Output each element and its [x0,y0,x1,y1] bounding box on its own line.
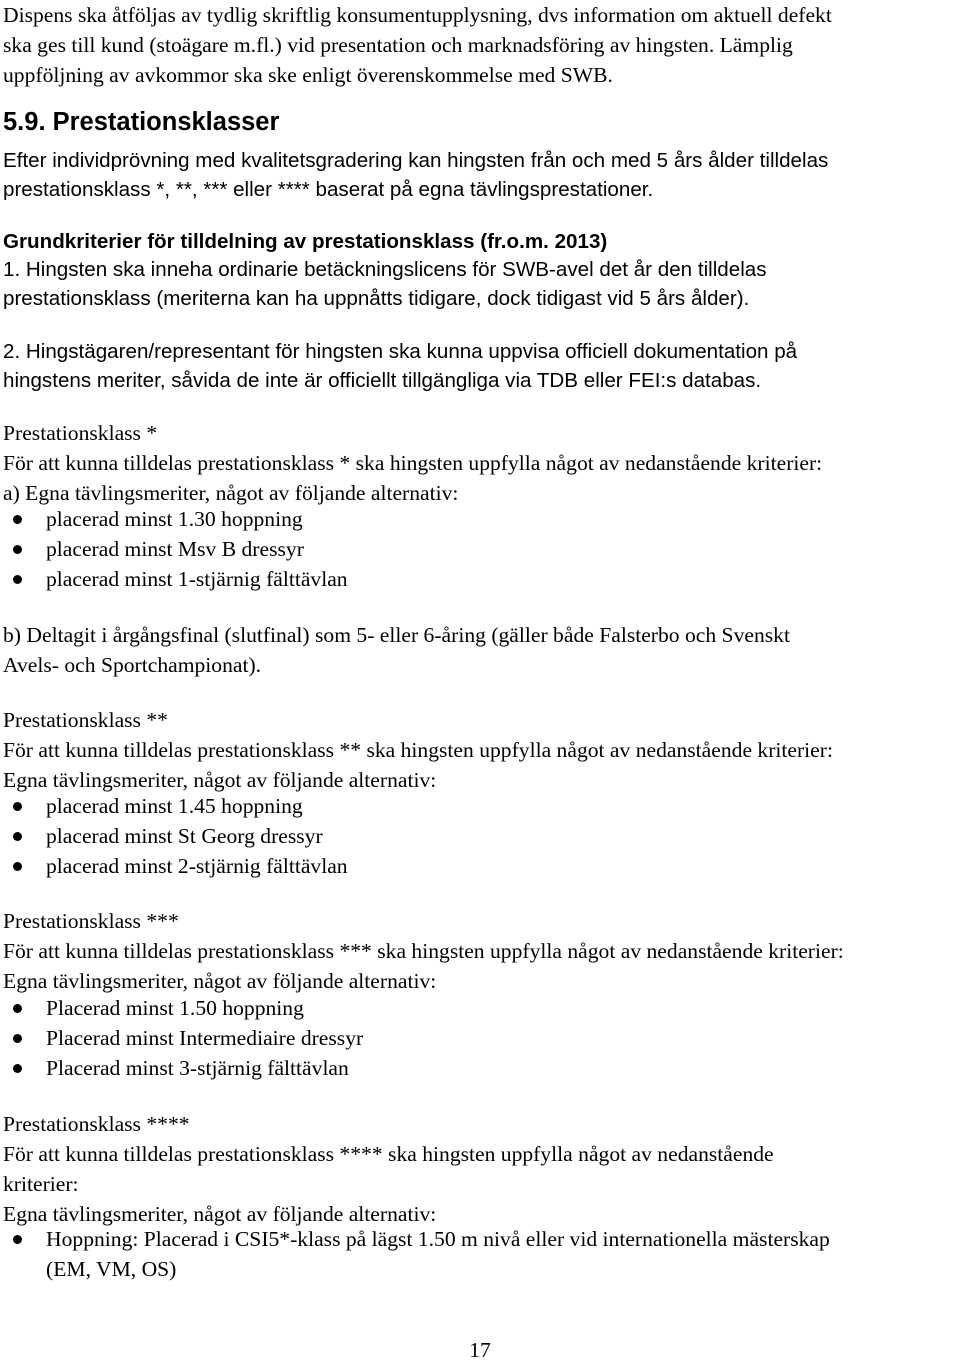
intro-line: uppföljning av avkommor ska ske enligt överenskommelse med SWB. [3,63,613,87]
intro-line: Dispens ska åtföljas av tydlig skriftlig konsumentupplysning, dvs information om aktuell defekt [3,3,832,27]
class2-heading: Prestationsklass ** [3,708,168,732]
section-intro-line: prestationsklass *, **, *** eller **** baserat på egna tävlingsprestationer. [3,178,654,201]
class1-block [3,418,955,508]
list-item-line: (EM, VM, OS) [46,1257,177,1281]
class3-block [3,906,955,996]
intro-paragraph [3,0,955,90]
list-item: placerad minst Msv B dressyr [3,534,348,564]
class4-sub: Egna tävlingsmeriter, något av följande alternativ: [3,1202,437,1226]
criteria-line: 2. Hingstägaren/representant för hingsten ska kunna uppvisa officiell dokumentation på [3,340,798,363]
list-item: placerad minst 1.30 hoppning [3,504,348,534]
class1-bullet-list [3,504,348,594]
class1-lead: För att kunna tilldelas prestationsklass * ska hingsten uppfylla något av nedanstående kriterier: [3,451,823,475]
class3-lead: För att kunna tilldelas prestationsklass *** ska hingsten uppfylla något av nedanstående kriterier: [3,939,844,963]
class4-lead-line: kriterier: [3,1172,79,1196]
class1-sub-b-line: Avels- och Sportchampionat). [3,653,262,677]
criteria-line: hingstens meriter, såvida de inte är officiellt tillgängliga via TDB eller FEI:s databas. [3,369,762,392]
class3-sub: Egna tävlingsmeriter, något av följande alternativ: [3,969,437,993]
class3-bullet-list [3,993,363,1083]
section-intro [3,146,955,204]
class1-sub-b-line: b) Deltagit i årgångsfinal (slutfinal) som 5- eller 6-åring (gäller både Falsterbo och Svenskt [3,623,790,647]
class1-heading: Prestationsklass * [3,421,158,445]
class3-heading: Prestationsklass *** [3,909,179,933]
criteria-item-1 [3,255,955,313]
criteria-item-2 [3,337,955,395]
class2-bullet-list [3,791,348,881]
section-heading: 5.9. Prestationsklasser [3,108,280,136]
list-item: placerad minst 1.45 hoppning [3,791,348,821]
page-number: 17 [469,1338,491,1362]
class2-lead: För att kunna tilldelas prestationsklass ** ska hingsten uppfylla något av nedanstående kriterier: [3,738,833,762]
list-item-line: Hoppning: Placerad i CSI5*-klass på lägst 1.50 m nivå eller vid internationella mästerskap [46,1227,830,1251]
class2-block [3,705,955,795]
list-item: Placerad minst 1.50 hoppning [3,993,363,1023]
list-item: Placerad minst Intermediaire dressyr [3,1023,363,1053]
criteria-heading: Grundkriterier för tilldelning av prestationsklass (fr.o.m. 2013) [3,230,608,253]
class4-lead-line: För att kunna tilldelas prestationsklass **** ska hingsten uppfylla något av nedanstående [3,1142,774,1166]
class1-sub-a: a) Egna tävlingsmeriter, något av följande alternativ: [3,481,459,505]
criteria-line: 1. Hingsten ska inneha ordinarie betäckningslicens för SWB-avel det år den tilldelas [3,258,767,281]
class1-sub-b [3,620,955,680]
list-item: placerad minst 1-stjärnig fälttävlan [3,564,348,594]
class4-heading: Prestationsklass **** [3,1112,190,1136]
list-item [3,1224,830,1284]
intro-line: ska ges till kund (stoägare m.fl.) vid presentation och marknadsföring av hingsten. Lämplig [3,33,793,57]
criteria-line: prestationsklass (meriterna kan ha uppnåtts tidigare, dock tidigast vid 5 års ålder). [3,287,750,310]
class2-sub: Egna tävlingsmeriter, något av följande alternativ: [3,768,437,792]
list-item: Placerad minst 3-stjärnig fälttävlan [3,1053,363,1083]
class4-bullet-list [3,1224,830,1284]
section-intro-line: Efter individprövning med kvalitetsgradering kan hingsten från och med 5 års ålder tilldelas [3,149,829,172]
list-item: placerad minst St Georg dressyr [3,821,348,851]
list-item: placerad minst 2-stjärnig fälttävlan [3,851,348,881]
class4-block [3,1109,955,1229]
